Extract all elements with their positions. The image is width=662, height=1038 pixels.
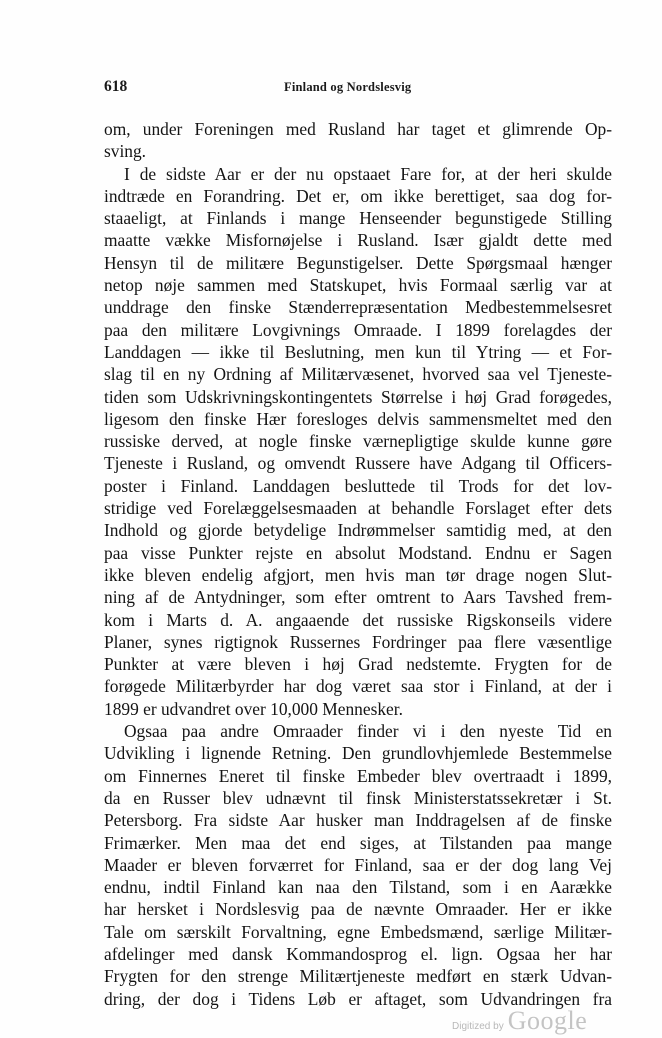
text-line: I de sidste Aar er der nu opstaaet Fare for, at der heri skulde (124, 163, 612, 184)
text-line: ligesom den finske Hær foresloges delvis sammensmeltet med den (104, 408, 612, 429)
page-number: 618 (104, 78, 128, 95)
text-line: staaeligt, at Finlands i mange Henseender begunstigede Stilling (104, 208, 612, 229)
text-line: Ogsaa paa andre Omraader finder vi i den nyeste Tid en (124, 721, 612, 742)
google-logo: Google (507, 1006, 588, 1035)
text-line: har hersket i Nordslesvig paa de nævnte Omraader. Her er ikke (104, 899, 612, 920)
text-line: russiske derved, at nogle finske værnepligtige skulde kunne gøre (104, 431, 612, 452)
text-line: tiden som Udskrivningskontingentets Størrelse i høj Grad forøgedes, (104, 386, 612, 407)
text-line: Landdagen — ikke til Beslutning, men kun til Ytring — et For- (104, 341, 612, 362)
watermark-prefix: Digitized by (452, 1021, 504, 1032)
text-line: forøgede Militærbyrder har dog været saa stor i Finland, at der i (104, 676, 612, 697)
text-line: indtræde en Forandring. Det er, om ikke berettiget, saa dog for- (104, 185, 612, 206)
text-line: paa den militære Lovgivnings Omraade. I 1899 forelagdes der (104, 319, 612, 340)
text-line: om, under Foreningen med Rusland har taget et glimrende Op- (104, 119, 612, 139)
text-line: sving. (104, 141, 147, 162)
text-line: paa visse Punkter rejste en absolut Modstand. Endnu er Sagen (104, 542, 612, 563)
text-line: 1899 er udvandret over 10,000 Mennesker. (104, 698, 403, 719)
digitization-watermark (452, 1006, 587, 1038)
text-line: unddrage den finske Stænderrepræsentation Medbestemmelsesret (104, 297, 612, 318)
text-line: Frygten for den strenge Militærtjeneste medført en stærk Udvan- (104, 966, 612, 987)
text-line: ning af de Antydninger, som efter omtrent to Aars Tavshed frem- (104, 587, 612, 608)
body-text (104, 118, 612, 1010)
text-line: poster i Finland. Landdagen besluttede til Trods for det lov- (104, 475, 612, 496)
text-line: Planer, synes rigtignok Russernes Fordringer paa flere væsentlige (104, 631, 612, 652)
text-line: afdelinger med dansk Kommandosprog el. lign. Ogsaa her har (104, 943, 612, 964)
text-line: om Finnernes Eneret til finske Embeder blev overtraadt i 1899, (104, 765, 612, 786)
text-line: ikke bleven endelig afgjort, men hvis man tør drage nogen Slut- (104, 564, 612, 585)
text-line: Petersborg. Fra sidste Aar husker man Inddragelsen af de finske (104, 810, 612, 831)
text-line: Tjeneste i Rusland, og omvendt Russere have Adgang til Officers- (104, 453, 612, 474)
text-line: slag til en ny Ordning af Militærvæsenet, hvorved saa vel Tjeneste- (104, 364, 612, 385)
running-head (104, 78, 612, 100)
text-line: Tale om særskilt Forvaltning, egne Embedsmænd, særlige Militær- (104, 921, 612, 942)
text-line: netop nøje sammen med Statskupet, hvis Formaal særlig var at (104, 275, 612, 296)
text-line: endnu, indtil Finland kan naa den Tilstand, som i en Aarække (104, 877, 612, 898)
text-line: Maader er bleven forværret for Finland, saa er der dog lang Vej (104, 854, 612, 875)
text-line: Indhold og gjorde betydelige Indrømmelser samtidig med, at den (104, 520, 612, 541)
text-line: kom i Marts d. A. angaaende det russiske Rigskonseils videre (104, 609, 612, 630)
text-line: Udvikling i lignende Retning. Den grundlovhjemlede Bestemmelse (104, 743, 612, 764)
text-line: stridige ved Forelæggelsesmaaden at behandle Forslaget efter dets (104, 498, 612, 519)
text-line: Frimærker. Men maa det end siges, at Tilstanden paa mange (104, 832, 612, 853)
text-line: da en Russer blev udnævnt til finsk Ministerstatssekretær i St. (104, 787, 612, 808)
text-line: dring, der dog i Tidens Løb er aftaget, som Udvandringen fra (104, 988, 612, 1009)
text-line: maatte vække Misfornøjelse i Rusland. Især gjaldt dette med (104, 230, 612, 251)
page-header-title: Finland og Nordslesvig (284, 80, 412, 94)
text-line: Punkter at være bleven i høj Grad nedstemte. Frygten for de (104, 654, 612, 675)
text-line: Hensyn til de militære Begunstigelser. Dette Spørgsmaal hænger (104, 252, 612, 273)
